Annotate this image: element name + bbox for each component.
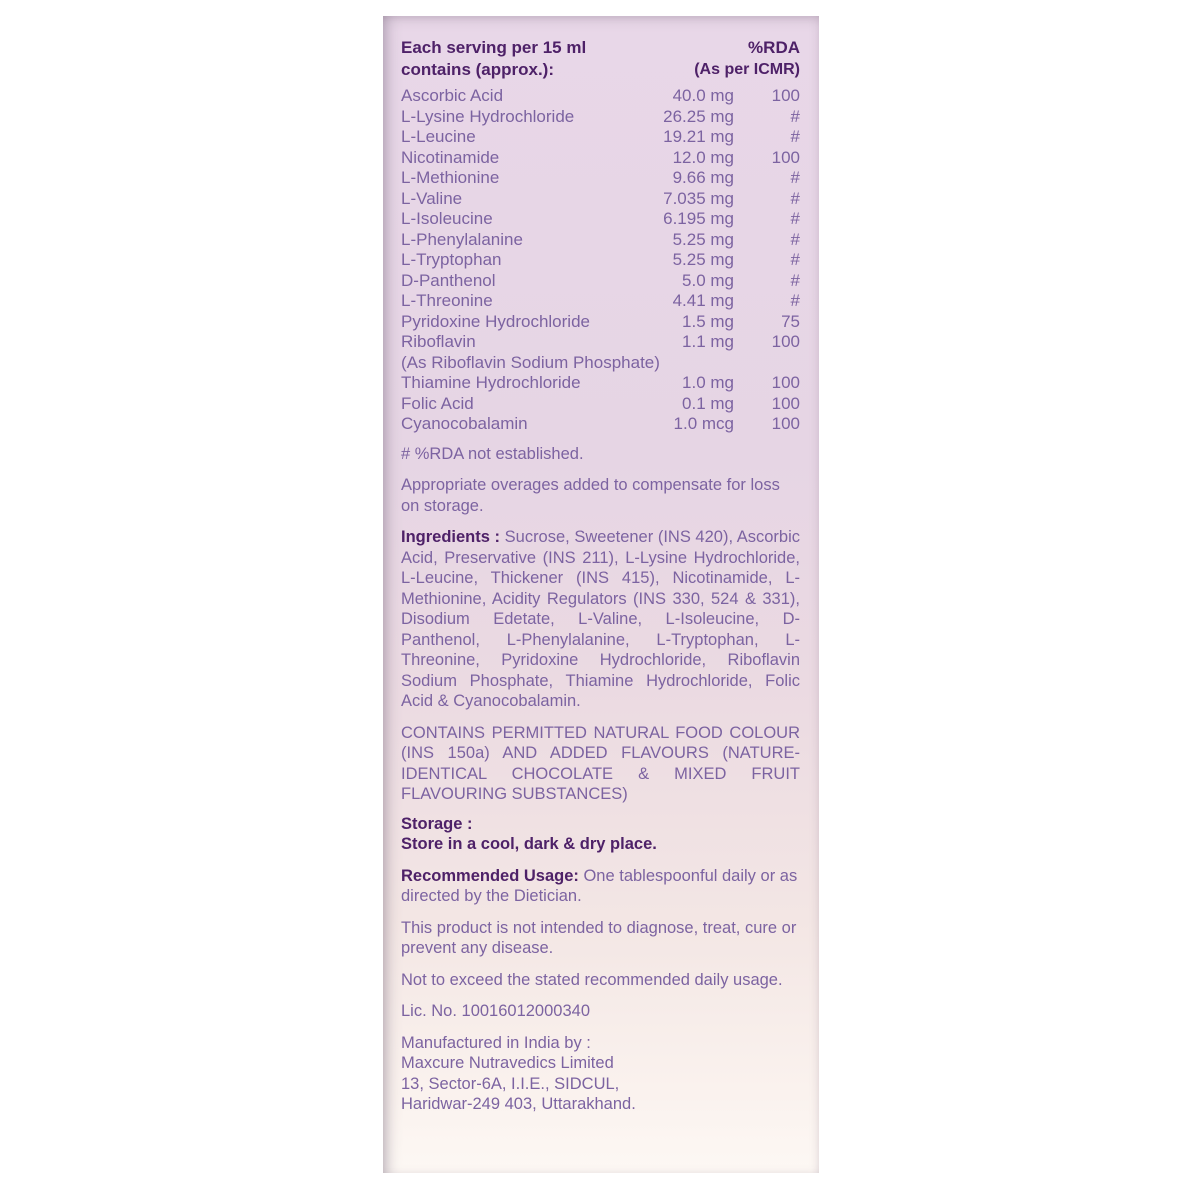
nutrient-amount: 9.66 mg xyxy=(672,168,734,187)
table-row xyxy=(401,250,800,271)
nutrient-rda: # xyxy=(790,270,800,290)
riboflavin-note: (As Riboflavin Sodium Phosphate) xyxy=(401,352,660,372)
overages-note: Appropriate overages added to compensate for loss on storage. xyxy=(401,476,780,515)
table-row xyxy=(401,312,800,333)
nutrient-name: D-Panthenol xyxy=(401,270,496,290)
manufacturer-line3: 13, Sector-6A, I.I.E., SIDCUL, xyxy=(401,1074,620,1093)
product-label xyxy=(383,16,819,1173)
nutrient-amount: 5.25 mg xyxy=(672,250,734,269)
table-row xyxy=(401,271,800,292)
nutrient-rda: 100 xyxy=(771,147,800,167)
nutrient-amount: 1.1 mg xyxy=(682,332,734,351)
nutrient-name: L-Lysine Hydrochloride xyxy=(401,106,575,126)
table-row xyxy=(401,230,800,251)
nutrient-amount: 4.41 mg xyxy=(672,291,734,310)
nutrient-name: Pyridoxine Hydrochloride xyxy=(401,311,590,331)
nutrient-amount: 6.195 mg xyxy=(663,209,734,228)
ingredients-paragraph xyxy=(401,527,800,712)
nutrient-rda: # xyxy=(790,229,800,249)
recommended-usage xyxy=(401,866,800,907)
nutrient-rda: 100 xyxy=(771,332,800,351)
ingredients-text: Sucrose, Sweetener (INS 420), Ascorbic Acid, Preservative (INS 211), L-Lysine Hydrochloride, L-Leucine, Thickener (INS 415), Nicotinamide, L-Methionine, Acidity Regulators (INS 330, 524 & 331), Disodium Edetate, L-Valine, L-Isoleucine, D-Panthenol, L-Phenylalanine, L-Tryptophan, L-Threonine, Pyridoxine Hydrochloride, Riboflavin Sodium Phosphate, Thiamine Hydrochloride, Folic Acid & Cyanocobalamin. xyxy=(401,528,800,710)
serving-header-line2: contains (approx.): xyxy=(401,60,555,79)
limit-note: Not to exceed the stated recommended daily usage. xyxy=(401,970,783,989)
nutrient-name: L-Isoleucine xyxy=(401,209,493,228)
nutrient-name: Nicotinamide xyxy=(401,147,500,167)
nutrient-name: L-Valine xyxy=(401,188,463,208)
rda-header-line1: %RDA xyxy=(748,38,800,57)
disclaimer: This product is not intended to diagnose, treat, cure or prevent any disease. xyxy=(401,918,797,957)
nutrient-amount: 1.5 mg xyxy=(682,311,734,331)
nutrient-amount: 19.21 mg xyxy=(663,127,734,146)
serving-header-line1: Each serving per 15 ml xyxy=(401,38,587,57)
usage-text: One tablespoonful daily or as directed by the Dietician. xyxy=(401,866,798,905)
nutrient-name: L-Tryptophan xyxy=(401,250,502,269)
nutrient-rda: 100 xyxy=(771,414,800,433)
usage-label: Recommended Usage: xyxy=(401,866,579,885)
serving-header xyxy=(401,37,586,81)
table-row xyxy=(401,332,800,353)
label-content xyxy=(383,16,819,1115)
rda-not-established-note: # %RDA not established. xyxy=(401,444,584,463)
storage-text: Store in a cool, dark & dry place. xyxy=(401,835,657,853)
nutrient-amount: 1.0 mg xyxy=(682,373,734,392)
nutrient-name: L-Phenylalanine xyxy=(401,229,523,249)
table-row xyxy=(401,373,800,394)
nutrient-amount: 5.25 mg xyxy=(672,229,734,249)
manufacturer-line2: Maxcure Nutravedics Limited xyxy=(401,1054,614,1072)
contains-note: CONTAINS PERMITTED NATURAL FOOD COLOUR (INS 150a) AND ADDED FLAVOURS (NATURE-IDENTICAL CHOCOLATE & MIXED FRUIT FLAVOURING SUBSTANCES) xyxy=(401,723,800,803)
nutrient-rda: 100 xyxy=(771,373,800,392)
manufacturer-block xyxy=(401,1033,800,1115)
table-row xyxy=(401,209,800,230)
table-row xyxy=(401,168,800,189)
nutrient-name: L-Methionine xyxy=(401,168,500,187)
nutrient-rda: # xyxy=(790,127,800,146)
storage-label: Storage : xyxy=(401,814,473,833)
nutrient-name: Thiamine Hydrochloride xyxy=(401,373,581,392)
nutrient-name: L-Leucine xyxy=(401,127,476,146)
nutrient-rda: 100 xyxy=(771,393,800,413)
nutrient-amount: 0.1 mg xyxy=(682,393,734,413)
ingredients-label: Ingredients : xyxy=(401,528,501,546)
nutrient-rda: 100 xyxy=(771,86,800,105)
rda-header-line2: (As per ICMR) xyxy=(694,61,800,78)
nutrient-name: Folic Acid xyxy=(401,393,474,413)
nutrient-amount: 5.0 mg xyxy=(682,270,734,290)
nutrient-amount: 1.0 mcg xyxy=(673,414,734,433)
nutrient-rda: # xyxy=(790,168,800,187)
table-row xyxy=(401,107,800,128)
table-row xyxy=(401,189,800,210)
nutrient-amount: 7.035 mg xyxy=(663,188,734,208)
storage-block xyxy=(401,814,800,855)
nutrient-rda: # xyxy=(790,188,800,208)
rda-header xyxy=(694,37,800,81)
nutrient-rda: # xyxy=(790,209,800,228)
table-row xyxy=(401,127,800,148)
nutrient-rda: 75 xyxy=(781,311,800,331)
nutrient-name: Riboflavin xyxy=(401,332,476,351)
nutrition-table xyxy=(401,86,800,435)
table-row xyxy=(401,148,800,169)
manufacturer-line1: Manufactured in India by : xyxy=(401,1033,591,1052)
table-row xyxy=(401,291,800,312)
nutrient-amount: 12.0 mg xyxy=(672,147,734,167)
nutrient-name: Ascorbic Acid xyxy=(401,86,504,105)
nutrient-rda: # xyxy=(790,106,800,126)
nutrient-amount: 26.25 mg xyxy=(663,106,734,126)
nutrient-name: L-Threonine xyxy=(401,291,493,310)
table-row xyxy=(401,86,800,107)
nutrient-amount: 40.0 mg xyxy=(672,86,734,105)
nutrient-rda: # xyxy=(790,291,800,310)
table-row xyxy=(401,394,800,415)
nutrition-table-header xyxy=(401,37,800,81)
license-number: Lic. No. 10016012000340 xyxy=(401,1002,590,1020)
table-row xyxy=(401,414,800,435)
manufacturer-line4: Haridwar-249 403, Uttarakhand. xyxy=(401,1095,636,1113)
nutrient-name: Cyanocobalamin xyxy=(401,414,528,433)
nutrient-rda: # xyxy=(790,250,800,269)
